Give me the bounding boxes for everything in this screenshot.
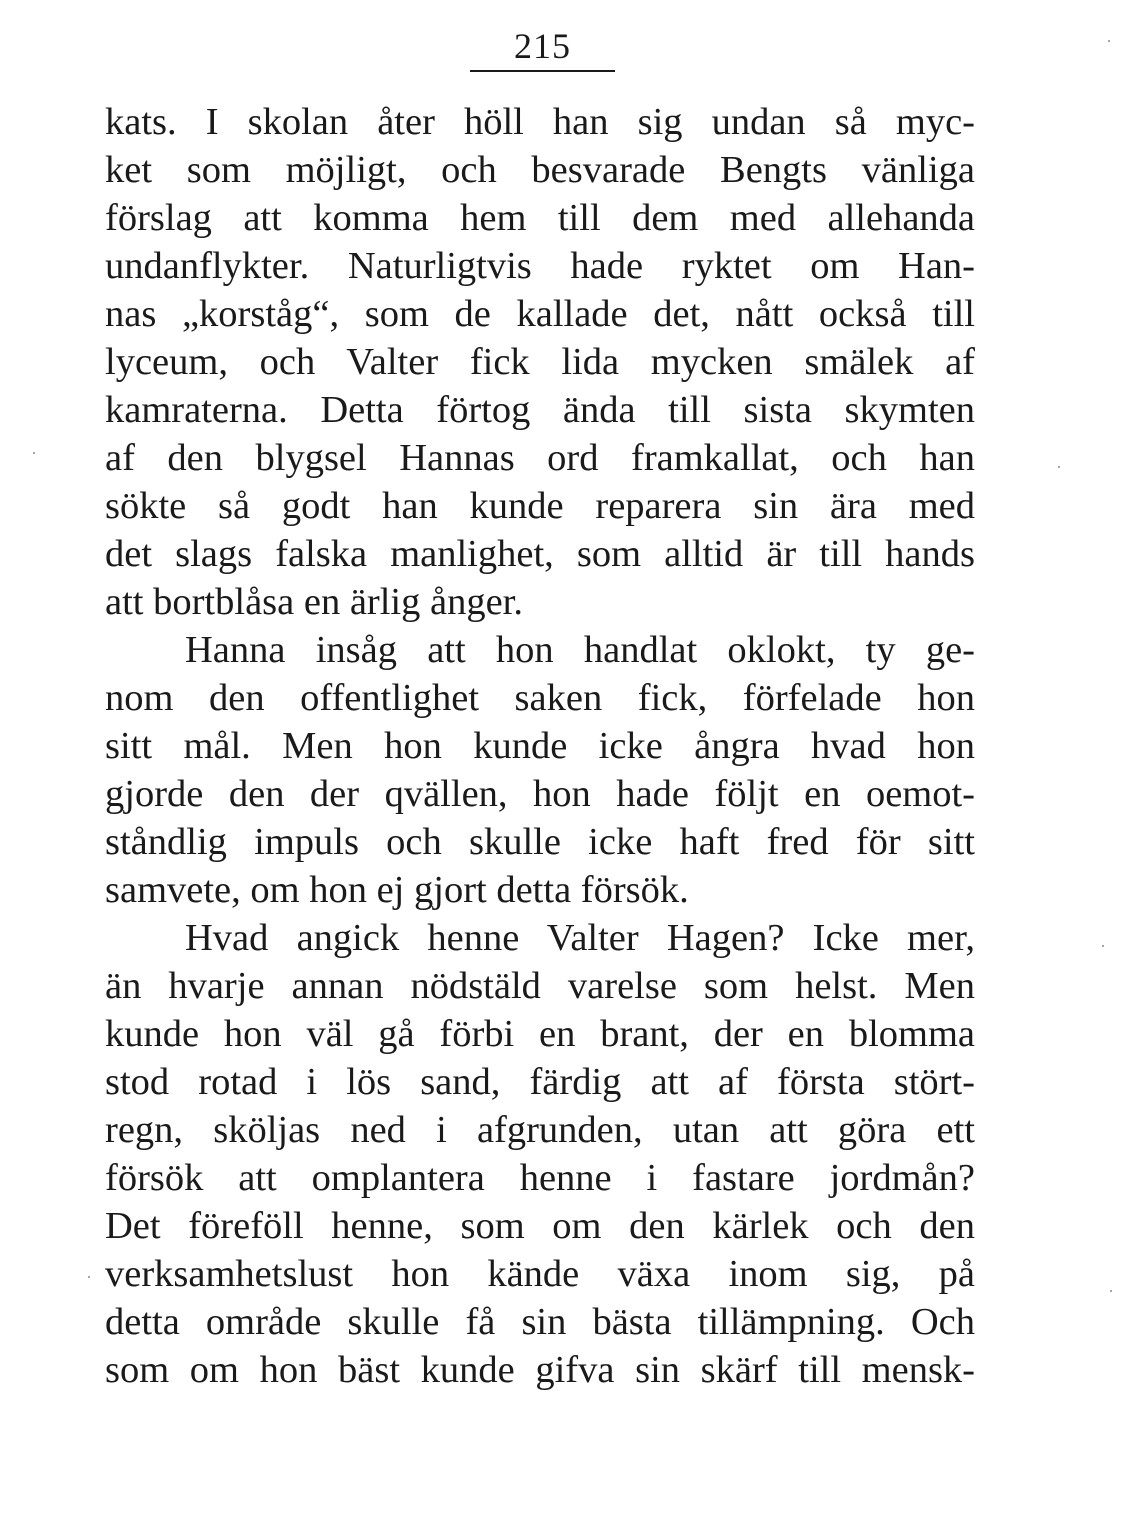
text-line: nas „korståg“, som de kallade det, nått också till (105, 293, 975, 335)
text-line: Hanna insåg att hon handlat oklokt, ty ge- (185, 629, 975, 671)
body-text (105, 98, 975, 1394)
print-speck (1058, 466, 1060, 468)
text-line: som om hon bäst kunde gifva sin skärf till mensk- (105, 1349, 975, 1391)
text-line: stod rotad i lös sand, färdig att af första stört- (105, 1061, 975, 1103)
text-line: kats. I skolan åter höll han sig undan så myc- (105, 101, 975, 143)
text-line: att bortblåsa en ärlig ånger. (105, 581, 523, 623)
text-line: gjorde den der qvällen, hon hade följt en oemot- (105, 773, 975, 815)
text-line: samvete, om hon ej gjort detta försök. (105, 869, 689, 911)
text-line: kunde hon väl gå förbi en brant, der en blomma (105, 1013, 975, 1055)
text-line: sitt mål. Men hon kunde icke ångra hvad hon (105, 725, 975, 767)
page-number: 215 (514, 26, 571, 66)
text-line: lyceum, och Valter fick lida mycken smälek af (105, 341, 975, 383)
text-line: sökte så godt han kunde reparera sin ära med (105, 485, 975, 527)
print-speck (1108, 40, 1110, 42)
print-speck (33, 452, 35, 454)
text-line: ket som möjligt, och besvarade Bengts vänliga (105, 149, 975, 191)
text-line: förslag att komma hem till dem med allehanda (105, 197, 975, 239)
print-speck (1102, 945, 1104, 947)
print-speck (1110, 1290, 1112, 1292)
text-line: af den blygsel Hannas ord framkallat, och han (105, 437, 975, 479)
text-line: Hvad angick henne Valter Hagen? Icke mer, (185, 917, 975, 959)
text-line: undanflykter. Naturligtvis hade ryktet om Han- (105, 245, 975, 287)
text-line: kamraterna. Detta förtog ända till sista skymten (105, 389, 975, 431)
paragraph-1 (105, 98, 975, 626)
paragraph-3 (105, 914, 975, 1394)
print-speck (88, 1276, 90, 1278)
header-rule (470, 70, 615, 72)
text-line: verksamhetslust hon kände växa inom sig, på (105, 1253, 975, 1295)
text-line: nom den offentlighet saken fick, förfelade hon (105, 677, 975, 719)
text-line: Det föreföll henne, som om den kärlek och den (105, 1205, 975, 1247)
text-line: det slags falska manlighet, som alltid är till hands (105, 533, 975, 575)
paragraph-2 (105, 626, 975, 914)
text-line: än hvarje annan nödstäld varelse som helst. Men (105, 965, 975, 1007)
text-line: försök att omplantera henne i fastare jordmån? (105, 1157, 975, 1199)
text-line: detta område skulle få sin bästa tillämpning. Och (105, 1301, 975, 1343)
text-line: ståndlig impuls och skulle icke haft fred för sitt (105, 821, 975, 863)
text-line: regn, sköljas ned i afgrunden, utan att göra ett (105, 1109, 975, 1151)
